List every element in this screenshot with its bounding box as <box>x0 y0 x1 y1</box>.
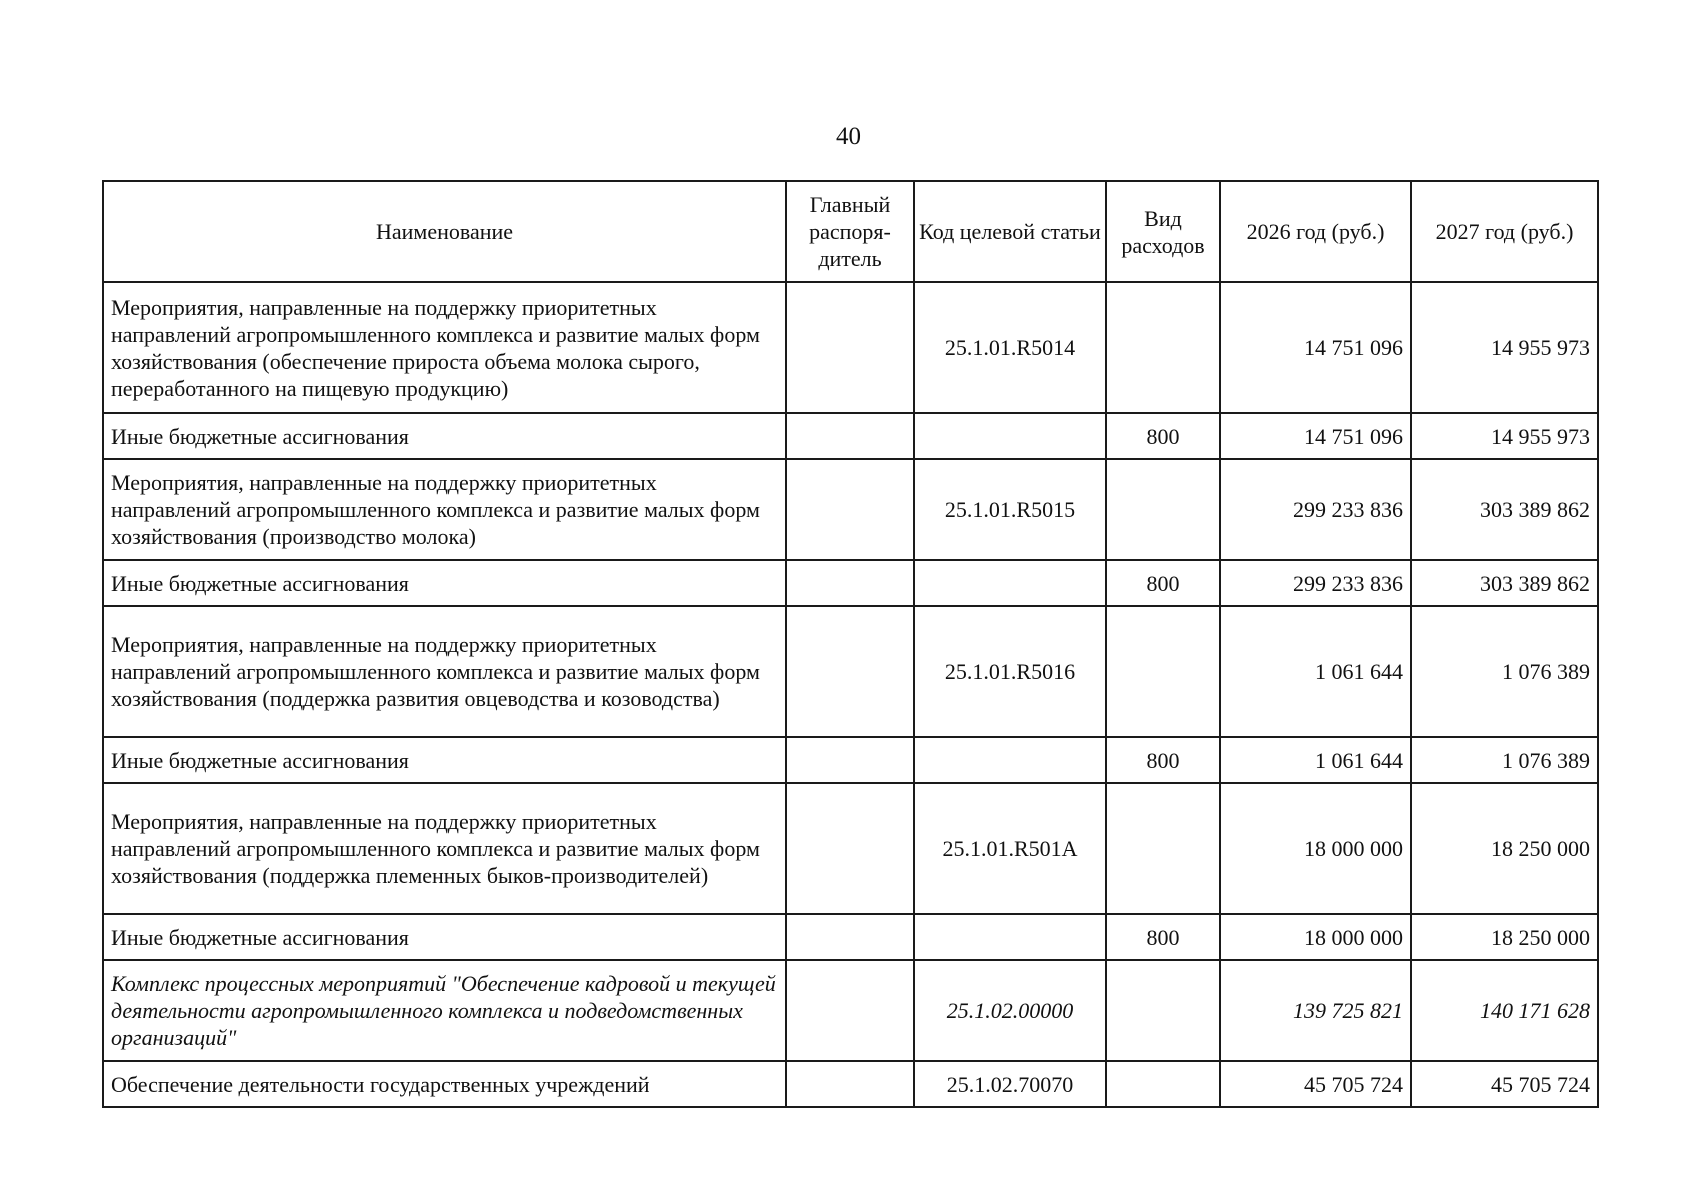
table-row <box>103 282 1598 413</box>
table-header-row <box>103 181 1598 282</box>
cell-2026: 18 000 000 <box>1220 914 1411 960</box>
table-row <box>103 560 1598 606</box>
cell-2027: 18 250 000 <box>1411 783 1598 914</box>
cell-target-code <box>914 413 1106 459</box>
cell-name: Мероприятия, направленные на поддержку приоритетных направлений агропромышленного комплекса и развитие малых форм хозяйствования (поддержка развития овцеводства и козоводства) <box>103 606 786 737</box>
cell-target-code: 25.1.01.R5015 <box>914 459 1106 560</box>
cell-target-code: 25.1.01.R5016 <box>914 606 1106 737</box>
cell-main-manager <box>786 459 914 560</box>
cell-expense-type <box>1106 282 1220 413</box>
cell-main-manager <box>786 606 914 737</box>
header-name: Наименование <box>103 181 786 282</box>
cell-2026: 1 061 644 <box>1220 606 1411 737</box>
cell-expense-type <box>1106 459 1220 560</box>
cell-name: Обеспечение деятельности государственных учреждений <box>103 1061 786 1107</box>
header-2027: 2027 год (руб.) <box>1411 181 1598 282</box>
cell-2027: 45 705 724 <box>1411 1061 1598 1107</box>
cell-expense-type: 800 <box>1106 737 1220 783</box>
cell-2026: 45 705 724 <box>1220 1061 1411 1107</box>
cell-expense-type: 800 <box>1106 413 1220 459</box>
cell-main-manager <box>786 560 914 606</box>
cell-name: Иные бюджетные ассигнования <box>103 413 786 459</box>
cell-2026: 14 751 096 <box>1220 282 1411 413</box>
cell-target-code: 25.1.02.00000 <box>914 960 1106 1061</box>
header-main-manager: Главный распоря-дитель <box>786 181 914 282</box>
cell-name: Иные бюджетные ассигнования <box>103 914 786 960</box>
cell-2027: 14 955 973 <box>1411 413 1598 459</box>
cell-2026: 139 725 821 <box>1220 960 1411 1061</box>
cell-2027: 14 955 973 <box>1411 282 1598 413</box>
cell-2026: 299 233 836 <box>1220 459 1411 560</box>
table-row <box>103 459 1598 560</box>
page-number: 40 <box>836 123 861 150</box>
header-target-code: Код целевой статьи <box>914 181 1106 282</box>
table-row <box>103 1061 1598 1107</box>
cell-2027: 18 250 000 <box>1411 914 1598 960</box>
cell-name: Мероприятия, направленные на поддержку приоритетных направлений агропромышленного комплекса и развитие малых форм хозяйствования (обеспечение прироста объема молока сырого, переработанного на пищевую продукцию) <box>103 282 786 413</box>
cell-2026: 14 751 096 <box>1220 413 1411 459</box>
cell-2026: 1 061 644 <box>1220 737 1411 783</box>
cell-name: Иные бюджетные ассигнования <box>103 737 786 783</box>
table-body <box>103 282 1598 1107</box>
cell-main-manager <box>786 737 914 783</box>
cell-2026: 18 000 000 <box>1220 783 1411 914</box>
cell-2027: 140 171 628 <box>1411 960 1598 1061</box>
cell-expense-type <box>1106 1061 1220 1107</box>
cell-target-code: 25.1.02.70070 <box>914 1061 1106 1107</box>
cell-2026: 299 233 836 <box>1220 560 1411 606</box>
cell-target-code: 25.1.01.R5014 <box>914 282 1106 413</box>
cell-target-code: 25.1.01.R501A <box>914 783 1106 914</box>
budget-table <box>102 180 1599 1108</box>
cell-expense-type: 800 <box>1106 560 1220 606</box>
table-row <box>103 783 1598 914</box>
cell-name: Иные бюджетные ассигнования <box>103 560 786 606</box>
table-row <box>103 960 1598 1061</box>
cell-name: Мероприятия, направленные на поддержку приоритетных направлений агропромышленного комплекса и развитие малых форм хозяйствования (поддержка племенных быков-производителей) <box>103 783 786 914</box>
cell-target-code <box>914 560 1106 606</box>
cell-expense-type <box>1106 960 1220 1061</box>
table-row <box>103 737 1598 783</box>
cell-2027: 303 389 862 <box>1411 560 1598 606</box>
cell-main-manager <box>786 960 914 1061</box>
cell-main-manager <box>786 282 914 413</box>
cell-main-manager <box>786 783 914 914</box>
header-expense-type: Вид расходов <box>1106 181 1220 282</box>
cell-expense-type <box>1106 783 1220 914</box>
cell-target-code <box>914 914 1106 960</box>
cell-name: Комплекс процессных мероприятий "Обеспечение кадровой и текущей деятельности агропромышленного комплекса и подведомственных организаций" <box>103 960 786 1061</box>
cell-main-manager <box>786 914 914 960</box>
table-row <box>103 914 1598 960</box>
cell-expense-type: 800 <box>1106 914 1220 960</box>
cell-2027: 1 076 389 <box>1411 737 1598 783</box>
cell-main-manager <box>786 1061 914 1107</box>
table-row <box>103 413 1598 459</box>
cell-2027: 303 389 862 <box>1411 459 1598 560</box>
header-2026: 2026 год (руб.) <box>1220 181 1411 282</box>
table-row <box>103 606 1598 737</box>
cell-target-code <box>914 737 1106 783</box>
cell-name: Мероприятия, направленные на поддержку приоритетных направлений агропромышленного комплекса и развитие малых форм хозяйствования (производство молока) <box>103 459 786 560</box>
cell-expense-type <box>1106 606 1220 737</box>
cell-main-manager <box>786 413 914 459</box>
cell-2027: 1 076 389 <box>1411 606 1598 737</box>
